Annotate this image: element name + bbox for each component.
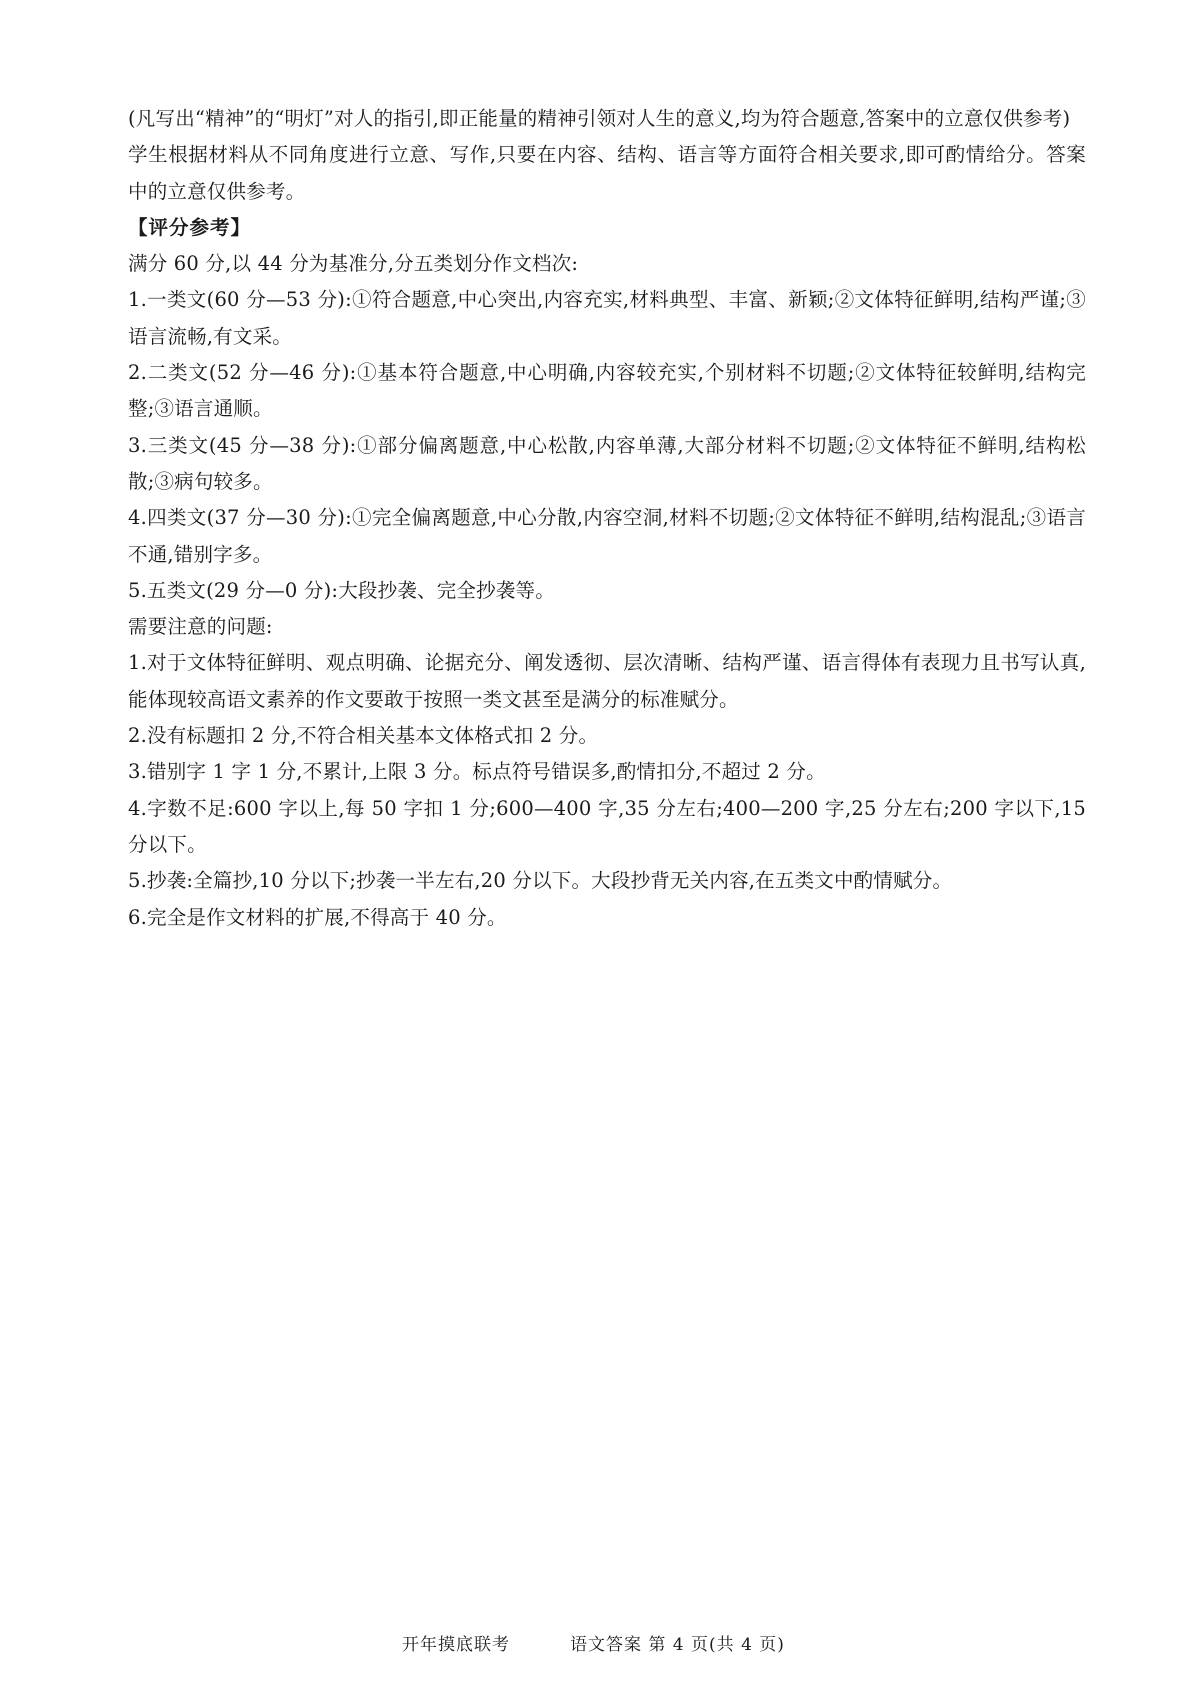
grade-item: 1.一类文(60 分—53 分):①符合题意,中心突出,内容充实,材料典型、丰富、新颖;②文体特征鲜明,结构严谨;③语言流畅,有文采。 [128, 288, 1086, 348]
note-item: 6.完全是作文材料的扩展,不得高于 40 分。 [128, 905, 507, 929]
scoring-summary: 满分 60 分,以 44 分为基准分,分五类划分作文档次: [128, 252, 579, 276]
note-item: 1.对于文体特征鲜明、观点明确、论据充分、阐发透彻、层次清晰、结构严谨、语言得体有表现力且书写认真,能体现较高语文素养的作文要敢于按照一类文甚至是满分的标准赋分。 [128, 651, 1086, 711]
note-item: 4.字数不足:600 字以上,每 50 字扣 1 分;600—400 字,35 分左右;400—200 字,25 分左右;200 字以下,15 分以下。 [128, 796, 1086, 856]
grade-item: 5.五类文(29 分—0 分):大段抄袭、完全抄袭等。 [128, 578, 555, 602]
note-item: 2.没有标题扣 2 分,不符合相关基本文体格式扣 2 分。 [128, 724, 599, 748]
note-item: 5.抄袭:全篇抄,10 分以下;抄袭一半左右,20 分以下。大段抄背无关内容,在五类文中酌情赋分。 [128, 869, 953, 893]
exam-name: 开年摸底联考 [402, 1635, 510, 1655]
grade-item: 2.二类文(52 分—46 分):①基本符合题意,中心明确,内容较充实,个别材料不切题;②文体特征较鲜明,结构完整;③语言通顺。 [128, 361, 1086, 421]
page-content [128, 101, 1086, 936]
note-item: 3.错别字 1 字 1 分,不累计,上限 3 分。标点符号错误多,酌情扣分,不超过 2 分。 [128, 760, 826, 784]
scoring-heading: 【评分参考】 [128, 215, 252, 239]
grade-item: 4.四类文(37 分—30 分):①完全偏离题意,中心分散,内容空洞,材料不切题;②文体特征不鲜明,结构混乱;③语言不通,错别字多。 [128, 506, 1086, 566]
notes-heading: 需要注意的问题: [128, 615, 273, 639]
intro-note: (凡写出“精神”的“明灯”对人的指引,即正能量的精神引领对人生的意义,均为符合题意,答案中的立意仅供参考) [128, 107, 1071, 130]
grade-item: 3.三类文(45 分—38 分):①部分偏离题意,中心松散,内容单薄,大部分材料不切题;②文体特征不鲜明,结构松散;③病句较多。 [128, 433, 1086, 493]
page-number-info: 语文答案 第 4 页(共 4 页) [570, 1635, 785, 1655]
intro-instruction: 学生根据材料从不同角度进行立意、写作,只要在内容、结构、语言等方面符合相关要求,即可酌情给分。答案中的立意仅供参考。 [128, 143, 1086, 203]
